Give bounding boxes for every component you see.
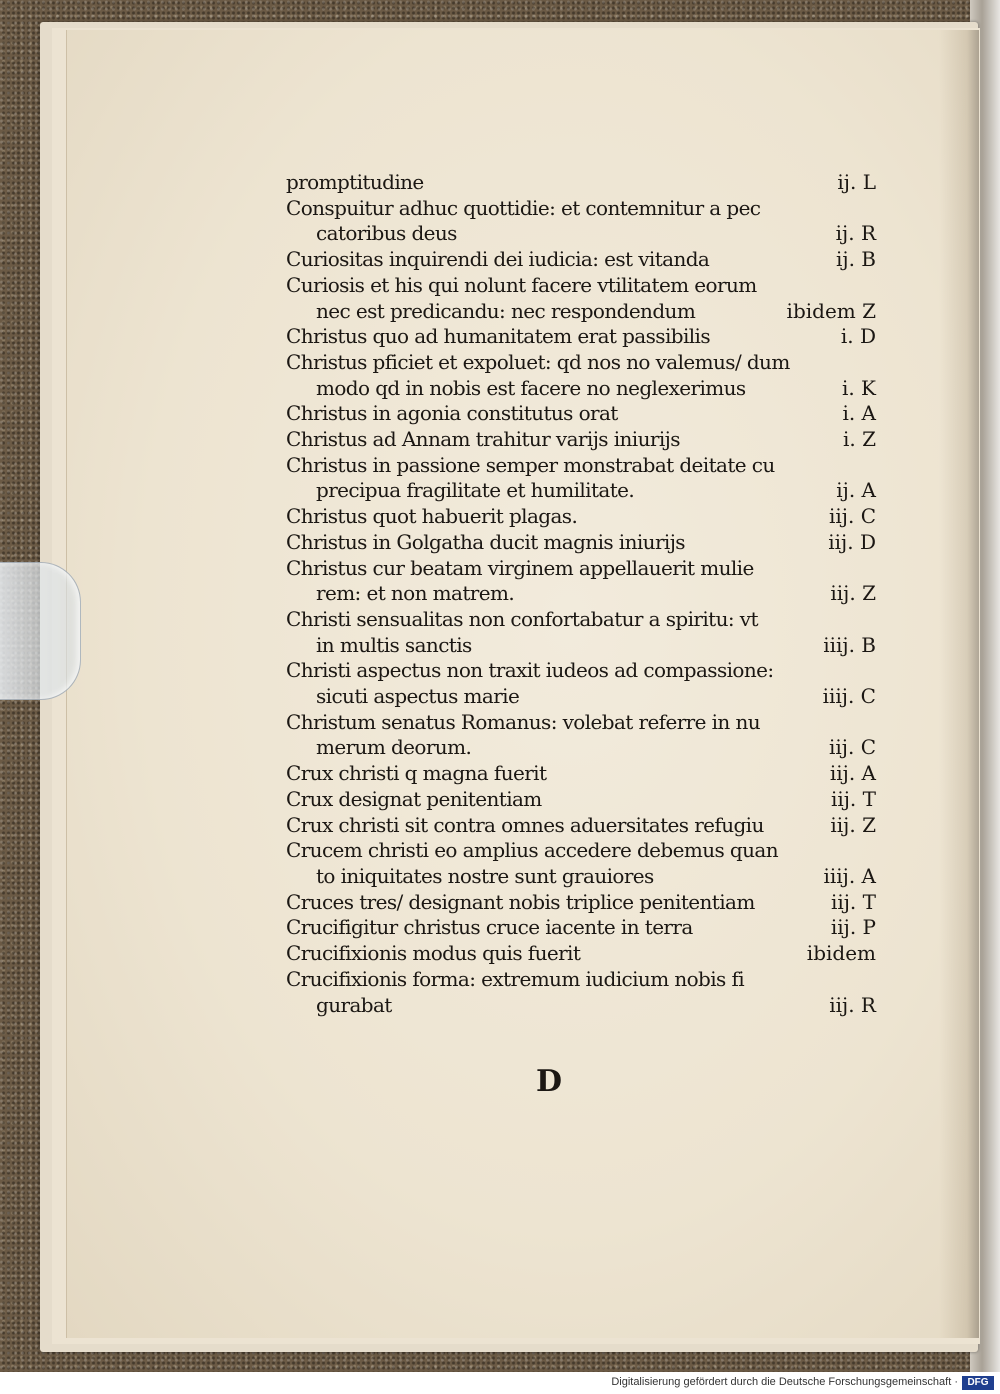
index-entry-reference: iij. C (828, 504, 876, 529)
index-entry-text: Crux christi sit contra omnes aduersitates refugiu (286, 812, 764, 837)
index-entry-continuation: gurabat (316, 992, 392, 1017)
index-entry (286, 273, 876, 324)
index-entry-reference: iij. R (829, 992, 876, 1017)
index-entry (286, 813, 876, 839)
index-entry-reference: iij. T (830, 889, 876, 914)
plastic-page-clip (0, 562, 81, 700)
index-entry-reference: ij. B (835, 247, 876, 272)
index-entry (286, 247, 876, 273)
footer-credit: Digitalisierung gefördert durch die Deutsche Forschungsgemeinschaft · (611, 1376, 958, 1388)
index-entry-text: Christus quo ad humanitatem erat passibilis (286, 324, 711, 349)
index-entry (286, 401, 876, 427)
index-entry-text: Crux christi q magna fuerit (286, 761, 547, 786)
index-entry-text: Curiositas inquirendi dei iudicia: est vitanda (286, 247, 710, 272)
index-entry-text: Christus in agonia constitutus orat (286, 401, 618, 426)
index-entry-continuation: rem: et non matrem. (316, 581, 515, 606)
index-entry-reference: iij. Z (830, 812, 876, 837)
index-entry (286, 504, 876, 530)
index-entry (286, 607, 876, 658)
index-entry-text: Christus cur beatam virginem appellauerit mulie (286, 555, 754, 580)
index-entry-reference: iij. D (828, 529, 876, 554)
index-entry (286, 890, 876, 916)
index-entry-text: Christi aspectus non traxit iudeos ad compassione: (286, 658, 774, 683)
index-entry-reference: i. A (842, 401, 876, 426)
index-entry-text: Conspuitur adhuc quottidie: et contemnitur a pec (286, 195, 761, 220)
index-entry-text: Curiosis et his qui nolunt facere vtilitatem eorum (286, 272, 757, 297)
index-entry (286, 710, 876, 761)
index-entry-text: Crucifigitur christus cruce iacente in terra (286, 915, 693, 940)
index-entry (286, 170, 876, 196)
index-entry (286, 658, 876, 709)
index-entry-reference: iiij. A (823, 863, 876, 888)
index-entry-reference: i. Z (842, 427, 876, 452)
index-entry (286, 941, 876, 967)
index-entry-reference: ij. A (836, 478, 876, 503)
index-entry (286, 787, 876, 813)
index-entry-continuation: precipua fragilitate et humilitate. (316, 478, 635, 503)
index-entry-text: Crucifixionis forma: extremum iudicium nobis fi (286, 966, 745, 991)
index-entry-reference: iij. P (830, 915, 876, 940)
index-entry-continuation: merum deorum. (316, 735, 472, 760)
index-entry-reference: i. D (840, 324, 876, 349)
index-entry (286, 915, 876, 941)
index-entry-text: Christus in passione semper monstrabat deitate cu (286, 452, 775, 477)
index-entry-reference: iij. Z (830, 581, 876, 606)
index-entry-reference: iij. T (830, 786, 876, 811)
signature-mark: D (536, 1064, 563, 1099)
footer-bar (0, 1372, 1000, 1394)
index-entry-text: promptitudine (286, 170, 424, 194)
index-entry-reference: i. K (841, 375, 876, 400)
index-entry-text: Cruces tres/ designant nobis triplice penitentiam (286, 889, 755, 914)
page-gutter-shadow (939, 30, 979, 1338)
index-entry (286, 761, 876, 787)
index-entry-reference: ibidem Z (786, 298, 876, 323)
index-entry-continuation: modo qd in nobis est facere no neglexerimus (316, 375, 746, 400)
index-entry (286, 196, 876, 247)
index-entry-reference: iij. C (828, 735, 876, 760)
index-entry (286, 556, 876, 607)
index-entry-text: Christum senatus Romanus: volebat referre in nu (286, 709, 761, 734)
index-entry-reference: iij. A (829, 761, 876, 786)
index-entry-text: Christus ad Annam trahitur varijs iniurijs (286, 427, 680, 452)
index-entry-text: Crucem christi eo amplius accedere debemus quan (286, 838, 779, 863)
index-entry-text: Christus quot habuerit plagas. (286, 504, 578, 529)
index-entry-text: Christus in Golgatha ducit magnis iniurijs (286, 529, 685, 554)
index-entry (286, 427, 876, 453)
index-text-block (286, 170, 876, 1018)
index-entry-text: Christus pficiet et expoluet: qd nos no valemus/ dum (286, 349, 790, 374)
index-entry-reference: ibidem (806, 941, 876, 966)
index-entry-continuation: to iniquitates nostre sunt grauiores (316, 863, 654, 888)
index-entry (286, 453, 876, 504)
index-entry (286, 530, 876, 556)
index-entry-continuation: in multis sanctis (316, 632, 472, 657)
index-entry-continuation: catoribus deus (316, 221, 457, 246)
index-entry-text: Christi sensualitas non confortabatur a spiritu: vt (286, 606, 758, 631)
dfg-logo: DFG (962, 1376, 994, 1390)
index-entry (286, 324, 876, 350)
index-entry-reference: iiij. B (823, 632, 876, 657)
index-entry-text: Crux designat penitentiam (286, 786, 542, 811)
index-entry (286, 838, 876, 889)
index-entry (286, 967, 876, 1018)
index-entry-continuation: sicuti aspectus marie (316, 684, 520, 709)
index-entry-continuation: nec est predicandu: nec respondendum (316, 298, 696, 323)
index-entry-reference: ij. R (835, 221, 876, 246)
index-entry (286, 350, 876, 401)
index-entry-reference: iiij. C (822, 684, 876, 709)
index-entry-text: Crucifixionis modus quis fuerit (286, 941, 581, 966)
index-entry-reference: ij. L (837, 170, 876, 194)
